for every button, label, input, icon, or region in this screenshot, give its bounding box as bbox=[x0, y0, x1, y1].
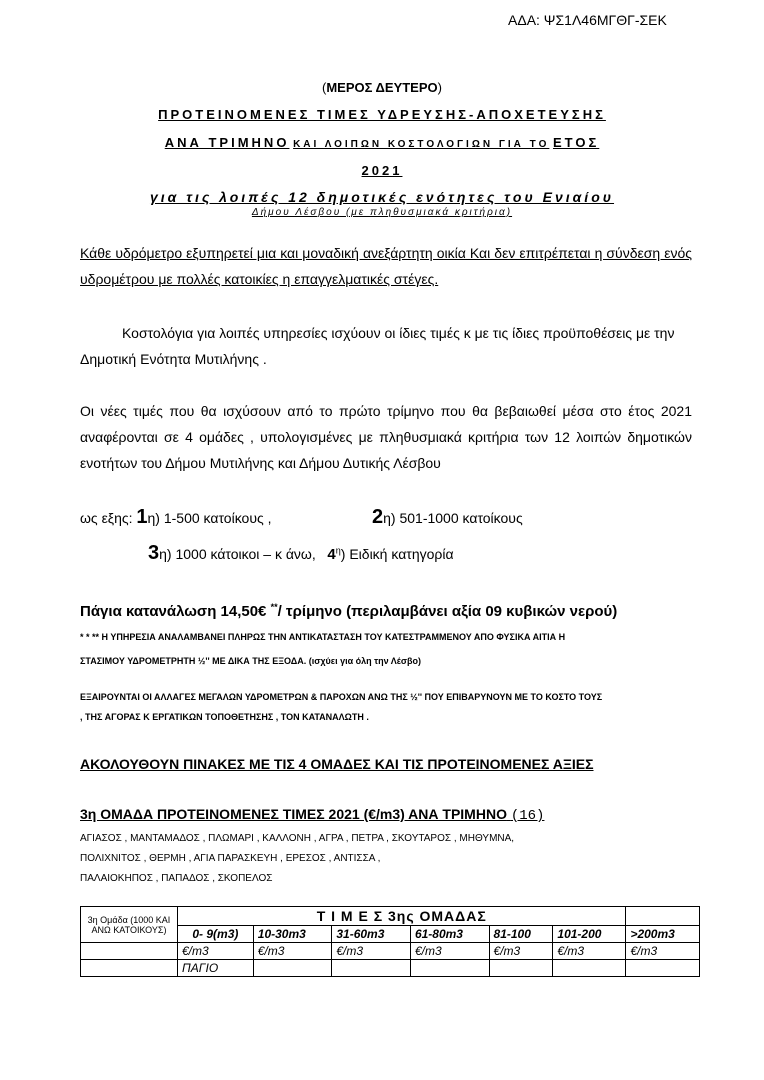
tables-intro: ΑΚΟΛΟΥΘΟΥΝ ΠΙΝΑΚΕΣ ΜΕ ΤΙΣ 4 ΟΜΑΔΕΣ ΚΑΙ ΤΙΣ ΠΡΟΤΕΙΝΟΜΕΝΕΣ ΑΞΙΕΣ bbox=[80, 756, 594, 772]
table-empty-cell bbox=[81, 943, 178, 960]
table-unit-row bbox=[81, 943, 700, 960]
exclusions-note: ΕΞΑΙΡΟΥΝΤΑΙ ΟΙ ΑΛΛΑΓΕΣ ΜΕΓΑΛΩΝ ΥΔΡΟΜΕΤΡΩΝ & ΠΑΡΟΧΩΝ ΑΝΩ ΤΗΣ ½'' ΠΟΥ ΕΠΙΒΑΡΥΝΟΥΝ ΜΕ ΤΟ ΚΟΣΤΟ ΤΟΥΣ bbox=[80, 692, 603, 702]
range-cell: 61-80m3 bbox=[410, 926, 489, 943]
group-1: ως εξης: 1η) 1-500 κατοίκους , bbox=[80, 506, 272, 528]
group-2: 2η) 501-1000 κατοίκους bbox=[372, 506, 523, 528]
range-cell: 0- 9(m3) bbox=[178, 926, 254, 943]
group-3-heading: 3η ΟΜΑΔΑ ΠΡΟΤΕΙΝΟΜΕΝΕΣ ΤΙΜΕΣ 2021 (€/m3) ΑΝΑ ΤΡΙΜΗΝΟ (16) bbox=[80, 806, 545, 824]
range-cell: 31-60m3 bbox=[332, 926, 411, 943]
meter-replacement-note: * * ** Η ΥΠΗΡΕΣΙΑ ΑΝΑΛΑΜΒΑΝΕΙ ΠΛΗΡΩΣ ΤΗΝ ΑΝΤΙΚΑΤΑΣΤΑΣΗ ΤΟΥ ΚΑΤΕΣΤΡΑΜΜΕΝΟΥ ΑΠΟ ΦΥΣΙΚΑ ΑΙΤΙΑ Η bbox=[80, 632, 566, 642]
table-empty-cell bbox=[626, 960, 700, 977]
table-empty-cell bbox=[489, 960, 553, 977]
other-services-paragraph: Κοστολόγια για λοιπές υπηρεσίες ισχύουν οι ίδιες τιμές κ με τις ίδιες προϋποθέσεις με την Δημοτική Ενότητα Μυτιλήνης . bbox=[80, 325, 675, 367]
title-units: για τις λοιπές 12 δημοτικές ενότητες του Ενιαίου bbox=[149, 189, 615, 205]
meter-replacement-note-2: ΣΤΑΣΙΜΟΥ ΥΔΡΟΜΕΤΡΗΤΗ ½'' ΜΕ ΔΙΚΑ ΤΗΣ ΕΞΟΔΑ. (ισχύει για όλη την Λέσβο) bbox=[80, 656, 421, 666]
unit-cell: €/m3 bbox=[178, 943, 254, 960]
meter-rule-paragraph: Κάθε υδρόμετρο εξυπηρετεί μια και μοναδική ανεξάρτητη οικία Και δεν επιτρέπεται η σύνδεση ενός υδρομέτρου με πολλές κατοικίες η επαγγελματικές στέγες. bbox=[80, 245, 692, 287]
table-header-row bbox=[81, 907, 700, 926]
table-empty-cell bbox=[410, 960, 489, 977]
range-cell: 10-30m3 bbox=[253, 926, 332, 943]
table-corner-label: 3η Ομάδα (1000 ΚΑΙ ΑΝΩ ΚΑΤΟΙΚΟΥΣ) bbox=[81, 907, 178, 943]
group-3-price-table bbox=[80, 906, 700, 977]
range-cell: 81-100 bbox=[489, 926, 553, 943]
unit-cell: €/m3 bbox=[253, 943, 332, 960]
range-cell: >200m3 bbox=[626, 926, 700, 943]
table-empty-cell bbox=[81, 960, 178, 977]
unit-cell: €/m3 bbox=[410, 943, 489, 960]
table-empty-cell bbox=[626, 907, 700, 926]
exclusions-note-2: , ΤΗΣ ΑΓΟΡΑΣ Κ ΕΡΓΑΤΙΚΩΝ ΤΟΠΟΘΕΤΗΣΗΣ , ΤΟΝ ΚΑΤΑΝΑΛΩΤΗ . bbox=[80, 712, 369, 722]
towns-line-2: ΠΟΛΙΧΝΙΤΟΣ , ΘΕΡΜΗ , ΑΓΙΑ ΠΑΡΑΣΚΕΥΗ , ΕΡΕΣΟΣ , ΑΝΤΙΣΣΑ , bbox=[80, 853, 381, 864]
towns-line-1: ΑΓΙΑΣΟΣ , ΜΑΝΤΑΜΑΔΟΣ , ΠΛΩΜΑΡΙ , ΚΑΛΛΟΝΗ , ΑΓΡΑ , ΠΕΤΡΑ , ΣΚΟΥΤΑΡΟΣ , ΜΗΘΥΜΝΑ, bbox=[80, 833, 515, 844]
towns-line-3: ΠΑΛΑΙΟΚΗΠΟΣ , ΠΑΠΑΔΟΣ , ΣΚΟΠΕΛΟΣ bbox=[80, 873, 273, 884]
subtitle-quarter: ΑΝΑ ΤΡΙΜΗΝΟ ΚΑΙ ΛΟΙΠΩΝ ΚΟΣΤΟΛΟΓΙΩΝ ΓΙΑ ΤΟ ΕΤΟΣ bbox=[164, 135, 600, 150]
fixed-label-cell: ΠΑΓΙΟ bbox=[178, 960, 254, 977]
title-municipality: Δήμου Λέσβου (με πληθυσμιακά κριτήρια) bbox=[251, 207, 513, 218]
table-fixed-row bbox=[81, 960, 700, 977]
part-title: (ΜΕΡΟΣ ΔΕΥΤΕΡΟ) bbox=[322, 80, 442, 95]
table-empty-cell bbox=[332, 960, 411, 977]
range-cell: 101-200 bbox=[553, 926, 626, 943]
main-title: ΠΡΟΤΕΙΝΟΜΕΝΕΣ ΤΙΜΕΣ ΥΔΡΕΥΣΗΣ-ΑΠΟΧΕΤΕΥΣΗΣ bbox=[158, 107, 606, 122]
table-title: Τ Ι Μ Ε Σ 3ης ΟΜΑΔΑΣ bbox=[178, 907, 626, 926]
new-prices-paragraph: Οι νέες τιμές που θα ισχύσουν από το πρώτο τρίμηνο που θα βεβαιωθεί μέσα στο έτος 2021 αναφέρονται σε 4 ομάδες , υπολογισμένες με πληθυσμιακά κριτήρια των 12 λοιπών δημοτικών ενοτήτων του Δήμου Μυτιλήνης και Δήμου Δυτικής Λέσβου bbox=[80, 403, 692, 471]
ada-code: ΑΔΑ: ΨΣ1Λ46ΜΓΘΓ-ΣΕΚ bbox=[508, 12, 667, 28]
title-year: 2021 bbox=[361, 163, 403, 178]
table-empty-cell bbox=[253, 960, 332, 977]
unit-cell: €/m3 bbox=[626, 943, 700, 960]
unit-cell: €/m3 bbox=[553, 943, 626, 960]
unit-cell: €/m3 bbox=[332, 943, 411, 960]
table-empty-cell bbox=[553, 960, 626, 977]
fixed-consumption: Πάγια κατανάλωση 14,50€ **/ τρίμηνο (περιλαμβάνει αξία 09 κυβικών νερού) bbox=[80, 602, 618, 620]
unit-cell: €/m3 bbox=[489, 943, 553, 960]
group-3-4: 3η) 1000 κάτοικοι – κ άνω, $4^\eta$) Ειδική κατηγορία bbox=[148, 542, 454, 564]
